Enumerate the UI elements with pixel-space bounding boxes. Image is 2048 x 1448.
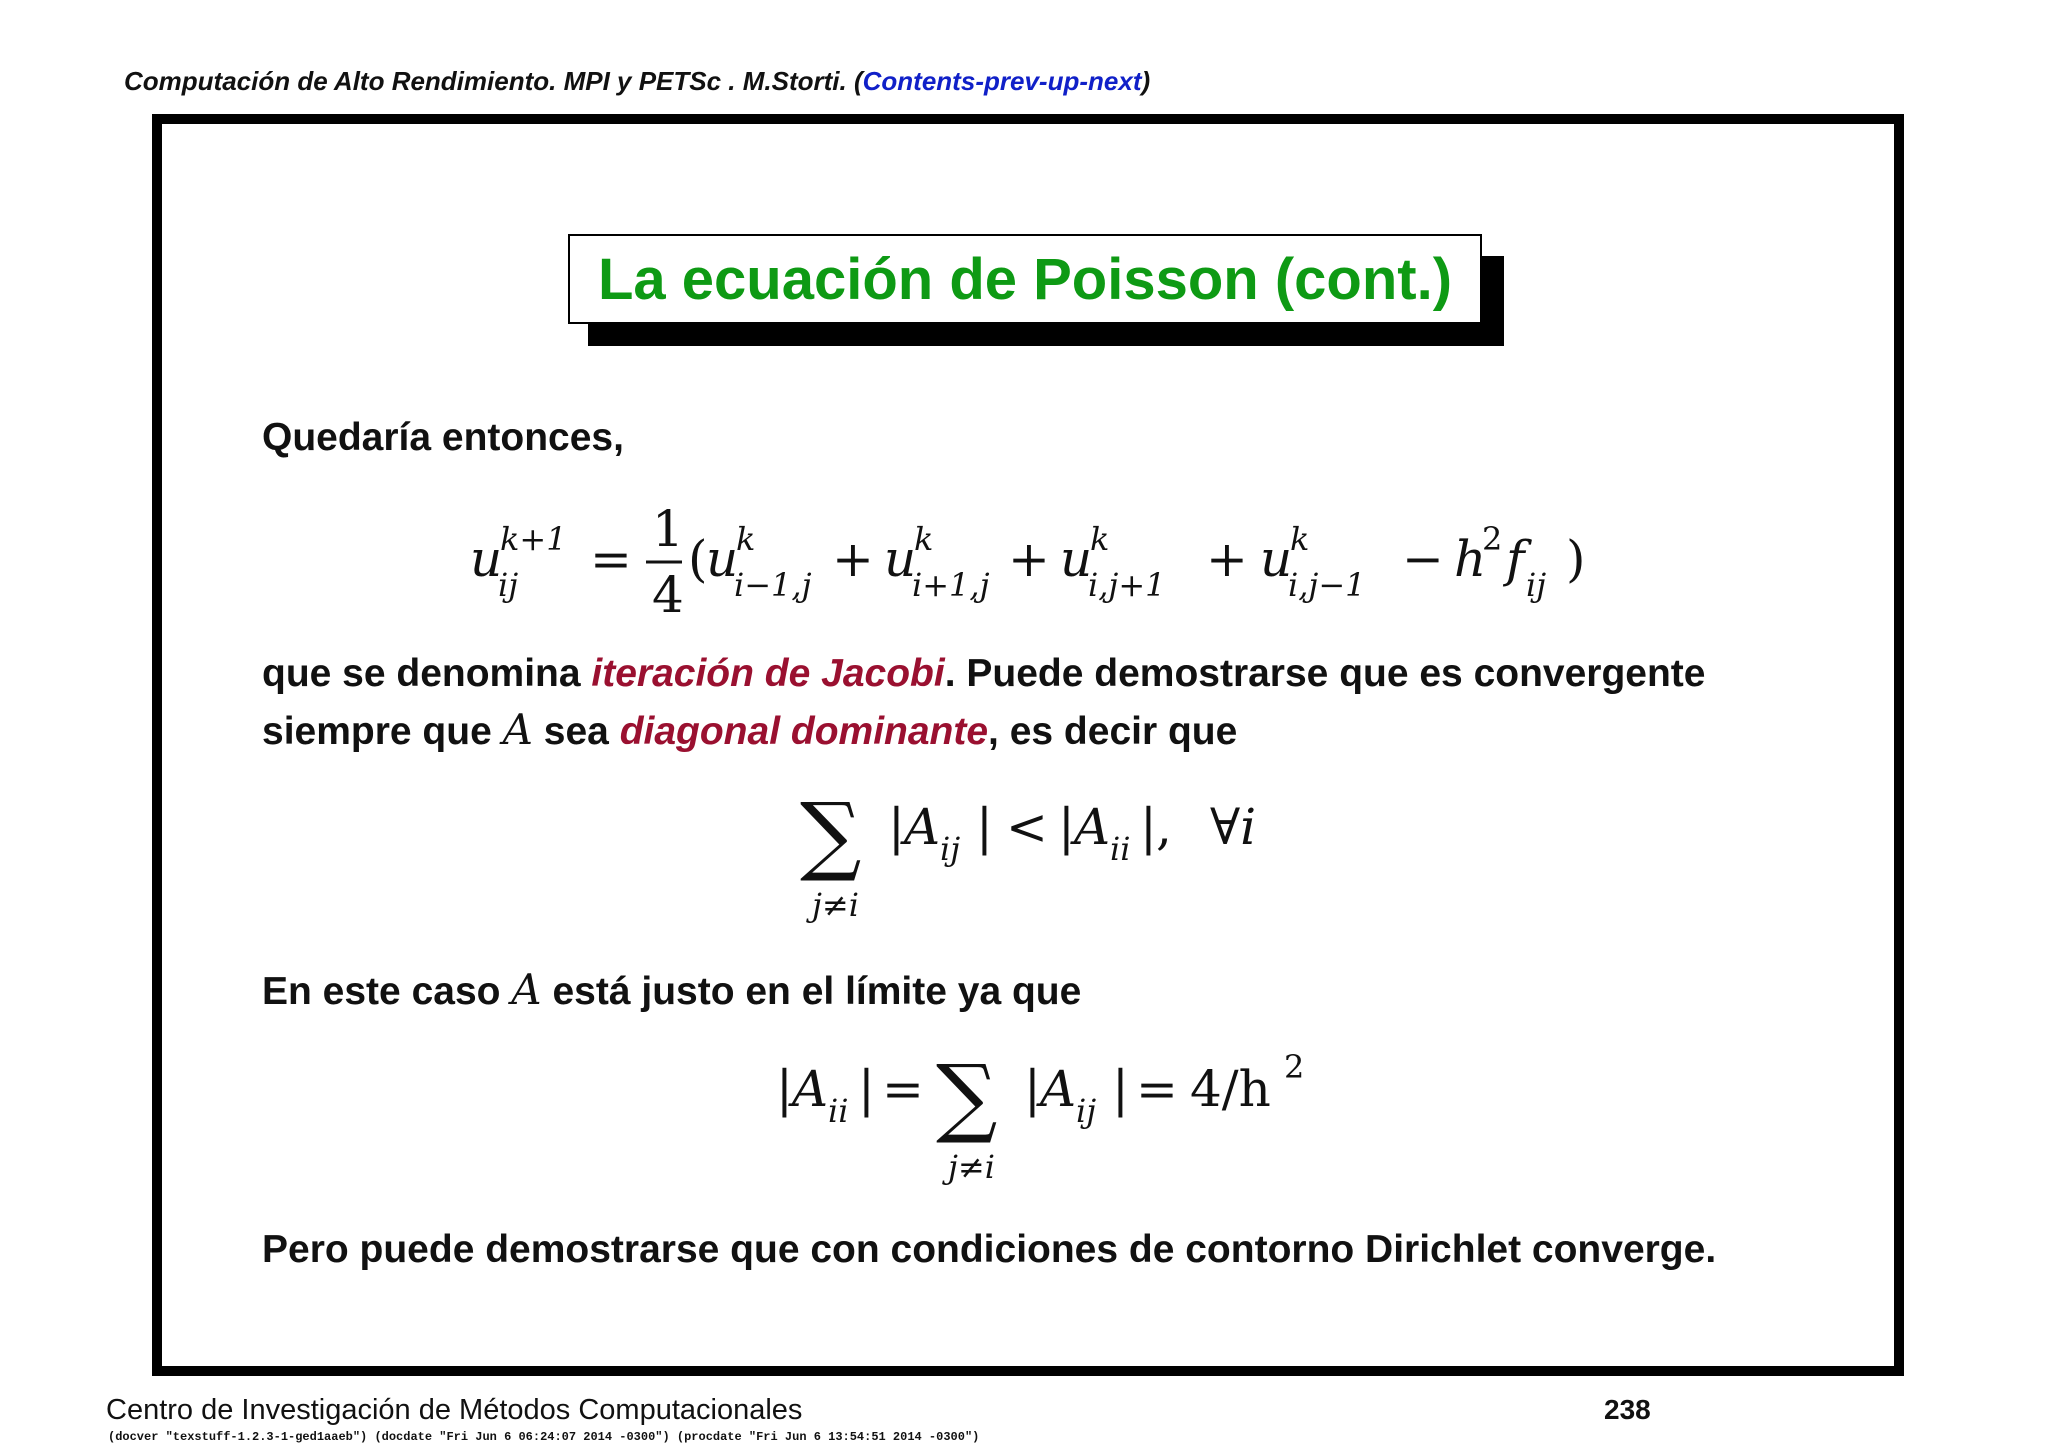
matrix-a: A (904, 798, 941, 856)
limit-equation (776, 1044, 1316, 1206)
eq-h-exp: 2 (1482, 520, 1503, 558)
eq-numerator: 1 (652, 500, 684, 558)
contents-link[interactable]: Contents (862, 66, 976, 96)
paragraph-conclusion: Pero puede demostrarse que con condiciones de contorno Dirichlet converge. (262, 1228, 1717, 1271)
text-run: que se denomina (262, 652, 592, 695)
eq-plus: + (832, 530, 874, 588)
eq-term2-sub: i+1,j (912, 566, 990, 604)
eq-term1-u: u (706, 530, 739, 588)
rhs-value: 4/h (1190, 1060, 1271, 1118)
jacobi-equation (460, 490, 1620, 652)
page-number: 238 (1604, 1394, 1651, 1425)
equals: = (1136, 1060, 1178, 1118)
sub-ii: ii (828, 1092, 849, 1130)
keyword-diagonal-dominante: diagonal dominante (619, 710, 989, 753)
eq-h: h (1454, 530, 1487, 588)
limit-svg (776, 1044, 1316, 1194)
eq-term4-k: k (1290, 520, 1310, 558)
sum-index: j≠i (948, 1148, 995, 1186)
sum-sign: ∑ (936, 1047, 998, 1147)
eq-term1-k: k (736, 520, 756, 558)
document-metadata: (docver "texstuff-1.2.3-1-ged1aaeb") (docdate "Fri Jun 6 06:24:07 2014 -0300") (procdate "Fri Jun 6 13:54:51 2014 -0300") (108, 1430, 980, 1444)
forall-i: ∀i (1210, 798, 1257, 856)
title-box (568, 234, 1482, 324)
dominance-svg (800, 784, 1280, 934)
sum-index: j≠i (812, 886, 859, 924)
header-separator: - (1038, 66, 1048, 96)
abs-bar: | (888, 798, 905, 856)
up-link[interactable]: up (1047, 66, 1080, 96)
eq-f: f (1506, 530, 1525, 588)
eq-term3-u: u (1060, 530, 1093, 588)
eq-term1-sub: i−1,j (734, 566, 812, 604)
jacobi-equation-svg (460, 490, 1620, 640)
equals: = (882, 1060, 924, 1118)
abs-bar: | (976, 798, 993, 856)
sub-ij: ij (940, 830, 961, 868)
matrix-a: A (1074, 798, 1111, 856)
eq-minus: − (1402, 530, 1444, 588)
header-separator: - (1079, 66, 1089, 96)
less-than: < (1006, 798, 1048, 856)
eq-term2-k: k (914, 520, 934, 558)
abs-bar: | (858, 1060, 875, 1118)
keyword-jacobi: iteración de Jacobi (591, 652, 945, 695)
header-text: Computación de Alto Rendimiento. MPI y PETSc . M.Storti. ( (124, 66, 863, 96)
running-header (124, 66, 1150, 97)
sum-sign: ∑ (800, 785, 862, 885)
paragraph-intro: Quedaría entonces, (262, 416, 624, 459)
text-run: , es decir que (988, 710, 1238, 753)
abs-bar: | (1112, 1060, 1129, 1118)
math-var-a: A (502, 705, 533, 754)
eq-rparen: ) (1566, 530, 1586, 588)
comma: , (1156, 798, 1172, 856)
dominance-inequality (800, 784, 1280, 946)
eq-f-sub: ij (1526, 566, 1547, 604)
eq-u: u (470, 530, 503, 588)
text-run: está justo en el límite ya que (541, 970, 1082, 1013)
paragraph-line (262, 702, 1706, 760)
text-run: . Puede demostrarse que es convergente (944, 652, 1706, 695)
eq-term3-k: k (1090, 520, 1110, 558)
abs-bar: | (1024, 1060, 1041, 1118)
header-close: ) (1141, 66, 1151, 96)
math-var-a: A (511, 965, 542, 1014)
text-run: En este caso (262, 970, 512, 1013)
eq-term2-u: u (884, 530, 917, 588)
paragraph-line (262, 646, 1706, 702)
abs-bar: | (776, 1060, 793, 1118)
footer-institution: Centro de Investigación de Métodos Computacionales (106, 1394, 803, 1426)
matrix-a: A (1040, 1060, 1077, 1118)
eq-plus: + (1206, 530, 1248, 588)
matrix-a: A (792, 1060, 829, 1118)
eq-denominator: 4 (652, 566, 684, 624)
eq-plus: + (1008, 530, 1050, 588)
eq-lparen: ( (688, 530, 708, 588)
text-run: siempre que (262, 710, 503, 753)
eq-term4-u: u (1260, 530, 1293, 588)
next-link[interactable]: next (1088, 66, 1142, 96)
eq-sub: ij (498, 566, 519, 604)
slide-title: La ecuación de Poisson (cont.) (597, 246, 1453, 312)
abs-bar: | (1140, 798, 1157, 856)
prev-link[interactable]: prev (983, 66, 1039, 96)
sub-ii: ii (1110, 830, 1131, 868)
paragraph-limit (262, 962, 1081, 1020)
eq-sup: k+1 (500, 520, 567, 558)
header-separator: - (975, 66, 984, 96)
eq-term4-sub: i,j−1 (1288, 566, 1366, 604)
paragraph-jacobi (262, 646, 1706, 760)
eq-equals: = (590, 530, 632, 588)
sub-ij: ij (1076, 1092, 1097, 1130)
rhs-exponent: 2 (1284, 1048, 1305, 1086)
abs-bar: | (1058, 798, 1075, 856)
text-run: sea (532, 710, 620, 753)
eq-term3-sub: i,j+1 (1088, 566, 1166, 604)
